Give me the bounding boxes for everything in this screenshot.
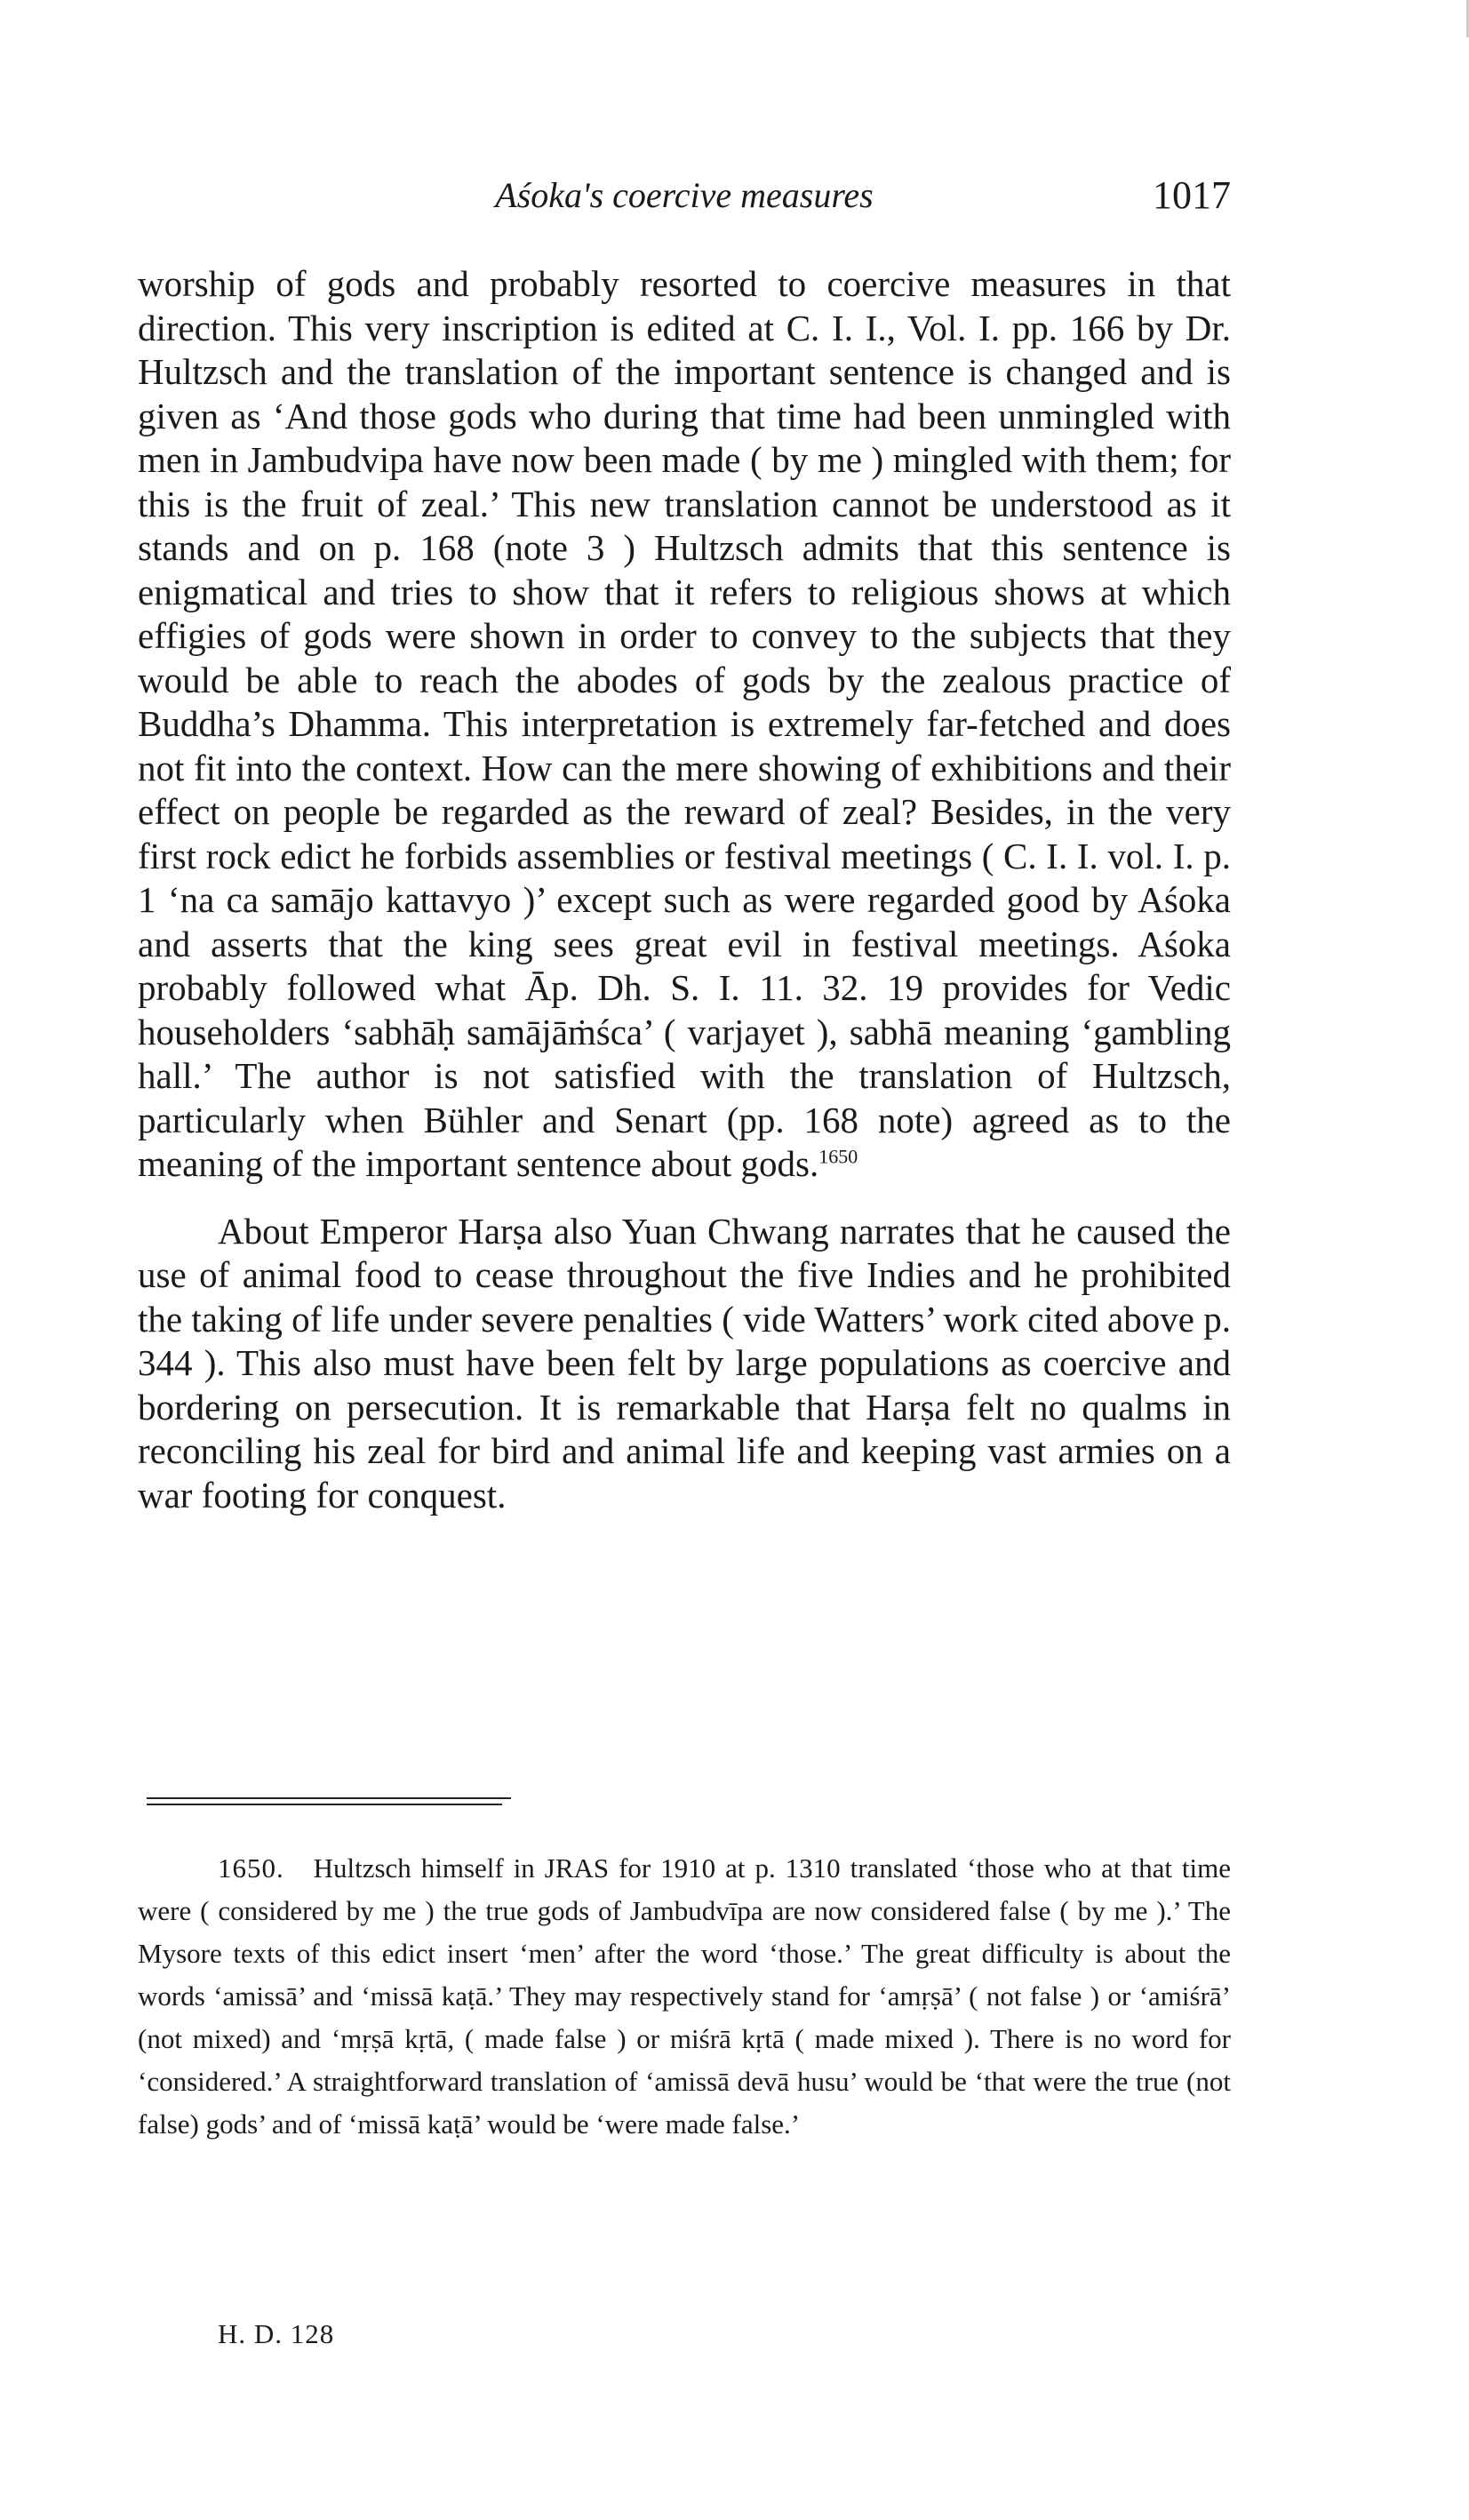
footnote-text: Hultzsch himself in JRAS for 1910 at p. 1310 translated ‘those who at that time were ( considered by me ) the true gods of Jambudvīpa are now considered false ( by me ).’ The Mysore texts of this edict insert ‘men’ after the word ‘those.’ The great difficulty is about the words ‘amissā’ and ‘missā kaṭā.’ They may respectively stand for ‘amṛṣā’ ( not false ) or ‘amiśrā’ (not mixed) and ‘mṛṣā kṛtā, ( made false ) or miśrā kṛtā ( made mixed ). There is no word for ‘considered.’ A straightforward translation of ‘amissā devā husu’ would be ‘that were the true (not false) gods’ and of ‘missā kaṭā’ would be ‘were made false.’ [138, 1852, 1231, 2140]
running-head [138, 169, 1231, 222]
footnotes [138, 1847, 1231, 2146]
footnote-reference: 1650 [818, 1145, 858, 1168]
signature-mark: H. D. 128 [218, 2318, 335, 2349]
paragraph-1 [138, 262, 1231, 1187]
footnote-number: 1650. [218, 1852, 284, 1884]
paragraph-1-text: worship of gods and probably resorted to coercive measures in that direction. This very inscription is edited at C. I. I., Vol. I. pp. 166 by Dr. Hultzsch and the translation of the important sentence is changed and is given as ‘And those gods who during that time had been unmingled with men in Jambudvipa have now been made ( by me ) mingled with them; for this is the fruit of zeal.’ This new translation cannot be understood as it stands and on p. 168 (note 3 ) Hultzsch admits that this sentence is enigmatical and tries to show that it refers to religious shows at which effigies of gods were shown in order to convey to the subjects that they would be able to reach the abodes of gods by the zealous practice of Buddha’s Dhamma. This interpretation is extremely far-fetched and does not fit into the context. How can the mere showing of exhibitions and their effect on people be regarded as the reward of zeal? Besides, in the very first rock edict he forbids assemblies or festival meetings ( C. I. I. vol. I. p. 1 ‘na ca samājo kattavyo )’ except such as were regarded good by Aśoka and asserts that the king sees great evil in festival meetings. Aśoka probably followed what Āp. Dh. S. I. 11. 32. 19 provides for Vedic householders ‘sabhāḥ samājāṁśca’ ( varjayet ), sabhā meaning ‘gambling hall.’ The author is not satisfied with the translation of Hultzsch, particularly when Bühler and Senart (pp. 168 note) agreed as to the meaning of the important sentence about gods. [138, 263, 1231, 1184]
footnote-1650 [138, 1847, 1231, 2146]
footnote-rule [147, 1797, 511, 1805]
footnote-rule-line-top [147, 1797, 511, 1799]
body-text [138, 262, 1231, 1517]
footnote-rule-line-bottom [147, 1804, 502, 1805]
running-title: Aśoka's coercive measures [495, 175, 874, 215]
paragraph-2: About Emperor Harṣa also Yuan Chwang narrates that he caused the use of animal food to cease throughout the five Indies and he prohibited the taking of life under severe penalties ( vide Watters’ work cited above p. 344 ). This also must have been felt by large populations as coercive and bordering on persecution. It is remarkable that Harṣa felt no qualms in reconciling his zeal for bird and animal life and keeping vast armies on a war footing for conquest. [138, 1210, 1231, 1516]
page-number: 1017 [1153, 173, 1231, 217]
